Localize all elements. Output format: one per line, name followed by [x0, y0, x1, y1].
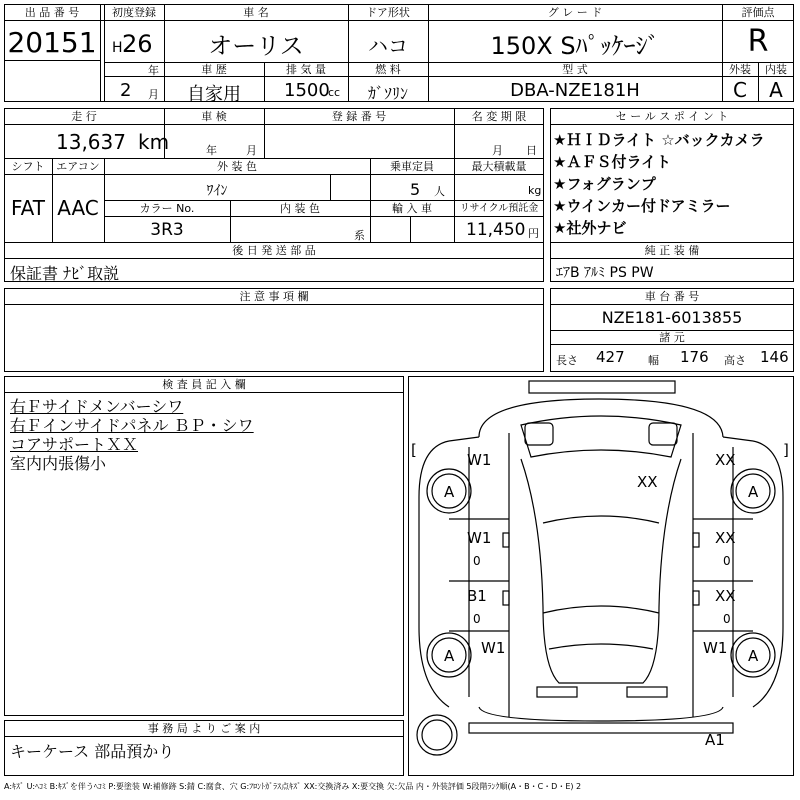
- fuel-label: 燃 料: [375, 63, 401, 76]
- tire-mark-a: A: [444, 647, 455, 665]
- door-type: ハコ: [368, 34, 408, 58]
- specs-label: 諸 元: [659, 331, 685, 344]
- exterior-label: 外装: [729, 63, 751, 76]
- era: H: [112, 40, 123, 56]
- name-change-month-unit: 月: [492, 144, 503, 157]
- interior-label: 内装: [765, 63, 787, 76]
- cabin-outline: [521, 459, 681, 683]
- right-bracket: ]: [783, 441, 789, 459]
- recycle-fee: 11,450: [466, 220, 526, 240]
- tire-mark-a: A: [444, 483, 455, 501]
- max-load-unit: kg: [528, 184, 542, 197]
- inspector-line: 室内内張傷小: [10, 454, 107, 473]
- mark-w1-right-quarter: W1: [703, 639, 728, 657]
- front-bumper-marker: [529, 381, 675, 393]
- lot-no-label: 出 品 番 号: [24, 6, 80, 19]
- inspection-label: 車 検: [201, 110, 227, 123]
- chassis-number: NZE181-6013855: [601, 308, 743, 327]
- car-name-label: 車 名: [243, 6, 269, 19]
- inspector-line: 右Ｆサイドメンバーシワ: [10, 397, 184, 416]
- inspector-label: 検 査 員 記 入 欄: [162, 378, 246, 391]
- sales-point-item: ★ＨＩＤライト ☆バックカメラ: [553, 131, 765, 149]
- reg-number-label: 登 録 番 号: [331, 110, 387, 123]
- small-zero-mark: 0: [473, 554, 481, 568]
- ext-color-label: 外 装 色: [217, 160, 257, 173]
- sales-points-label: セ ー ル ス ポ イ ン ト: [615, 110, 729, 123]
- color-no: 3R3: [150, 220, 184, 240]
- mark-xx-front-right: XX: [715, 451, 736, 469]
- left-bracket: [: [411, 441, 417, 459]
- displacement: 1500: [284, 80, 330, 101]
- rear-bumper-outline: [479, 707, 723, 721]
- history: 自家用: [187, 84, 241, 105]
- lot-no: 20151: [7, 26, 97, 59]
- mark-a1-bottom: A1: [705, 731, 725, 749]
- inspection-month-unit: 月: [246, 144, 257, 157]
- exterior-grade: C: [733, 78, 747, 102]
- later-docs: 保証書 ﾅﾋﾞ取説: [10, 264, 120, 283]
- mark-xx-right-door: XX: [715, 529, 736, 547]
- shift-label: シフト: [11, 160, 45, 173]
- mileage: 13,637: [56, 130, 126, 154]
- ac-type: AAC: [57, 196, 99, 220]
- front-seat-line: [543, 516, 659, 523]
- rear-seat-line: [543, 606, 659, 613]
- front-bumper-outline: [479, 399, 723, 437]
- capacity-unit: 人: [434, 185, 445, 198]
- equipment-label: 純 正 装 備: [644, 244, 700, 257]
- door-label: ドア形状: [366, 6, 410, 19]
- model-label: 型 式: [562, 63, 588, 76]
- sales-point-item: ★社外ナビ: [553, 219, 627, 237]
- car-name: オーリス: [208, 32, 304, 60]
- color-no-label: カラー No.: [139, 202, 195, 215]
- small-zero-mark: 0: [723, 554, 731, 568]
- history-label: 車 歴: [201, 63, 227, 76]
- capacity-label: 乗車定員: [390, 160, 434, 173]
- interior-grade: A: [769, 78, 783, 102]
- chassis-label: 車 台 番 号: [644, 290, 700, 303]
- mileage-unit: km: [138, 130, 170, 154]
- score: R: [747, 24, 769, 59]
- max-load-label: 最大積載量: [471, 160, 527, 173]
- first-reg-label: 初度登録: [112, 6, 156, 19]
- mark-b1-left-rear: B1: [467, 587, 487, 605]
- left-side-outline: [419, 441, 449, 707]
- reg-month: 2: [120, 80, 132, 101]
- year-unit: 年: [148, 64, 159, 77]
- fuel: ｶﾞｿﾘﾝ: [367, 84, 408, 103]
- mark-w1-left-door: W1: [467, 529, 492, 547]
- length-value: 427: [596, 348, 625, 366]
- small-zero-mark: 0: [723, 612, 731, 626]
- recycle-unit: 円: [528, 227, 539, 240]
- inspector-line: コアサポートＸＸ: [10, 435, 139, 454]
- grade-label: グ レ ー ド: [547, 6, 603, 19]
- score-label: 評価点: [741, 6, 775, 19]
- capacity: 5: [410, 180, 421, 199]
- model-code: DBA-NZE181H: [510, 80, 640, 101]
- legend-text: A:ｷｽﾞ U:ﾍｺﾐ B:ｷｽﾞを伴うﾍｺﾐ P:要塗装 W:補修跡 S:錆 C:腐食、穴 G:ﾌﾛﾝﾄｶﾞﾗｽ点ｷｽﾞ XX:交換済み X:要交換 欠:欠品 内・外装評価 5段階ﾗﾝｸ順(A・B・C・D・E) 2: [4, 782, 582, 791]
- displacement-unit: cc: [328, 86, 341, 99]
- tire-mark-a: A: [748, 647, 759, 665]
- int-color-label: 内 装 色: [280, 202, 320, 215]
- height-label: 高さ: [724, 354, 746, 367]
- inspector-line: 右Ｆインサイドパネル ＢＰ・シワ: [10, 416, 254, 435]
- import-label: 輸 入 車: [392, 202, 432, 215]
- spare-tire-outer: [417, 715, 457, 755]
- reg-year: 26: [122, 30, 153, 58]
- car-diagram-svg: [409, 377, 793, 775]
- grade: 150X Sﾊﾟｯｹｰｼﾞ: [490, 32, 660, 60]
- sales-point-item: ★ウインカー付ドアミラー: [553, 197, 731, 215]
- name-change-label: 名 変 期 限: [471, 110, 527, 123]
- sales-point-item: ★ＡＦＳ付ライト: [553, 153, 671, 171]
- width-value: 176: [680, 348, 709, 366]
- width-label: 幅: [648, 354, 659, 367]
- damage-diagram: [408, 376, 794, 776]
- notes-label: 注 意 事 項 欄: [239, 290, 309, 303]
- mark-xx-right-rear: XX: [715, 587, 736, 605]
- office-note: キーケース 部品預かり: [10, 742, 175, 761]
- name-change-day-unit: 日: [526, 144, 537, 157]
- mark-w1-left-quarter: W1: [481, 639, 506, 657]
- mark-xx-hood: XX: [637, 473, 658, 491]
- int-color-unit: 系: [354, 229, 365, 242]
- office-label: 事 務 局 よ り ご 案 内: [147, 722, 261, 735]
- ac-label: エアコン: [56, 160, 100, 173]
- inspection-year-unit: 年: [206, 144, 217, 157]
- height-value: 146: [760, 348, 789, 366]
- mark-w1-front-left: W1: [467, 451, 492, 469]
- equipment-value: ｴｱB ｱﾙﾐ PS PW: [556, 265, 654, 281]
- right-side-outline: [753, 441, 783, 707]
- tire-mark-a: A: [748, 483, 759, 501]
- later-docs-label: 後 日 発 送 部 品: [232, 244, 316, 257]
- ext-color: ﾜｲﾝ: [206, 183, 228, 199]
- sales-point-item: ★フォグランプ: [553, 175, 656, 193]
- recycle-label: リサイクル預託金: [459, 203, 539, 214]
- shift-type: FAT: [10, 196, 45, 220]
- displacement-label: 排 気 量: [286, 63, 326, 76]
- month-unit: 月: [148, 88, 159, 101]
- mileage-label: 走 行: [71, 110, 97, 123]
- small-zero-mark: 0: [473, 612, 481, 626]
- rear-bumper-marker: [469, 723, 733, 733]
- length-label: 長さ: [556, 354, 578, 367]
- windshield-outline: [521, 416, 681, 457]
